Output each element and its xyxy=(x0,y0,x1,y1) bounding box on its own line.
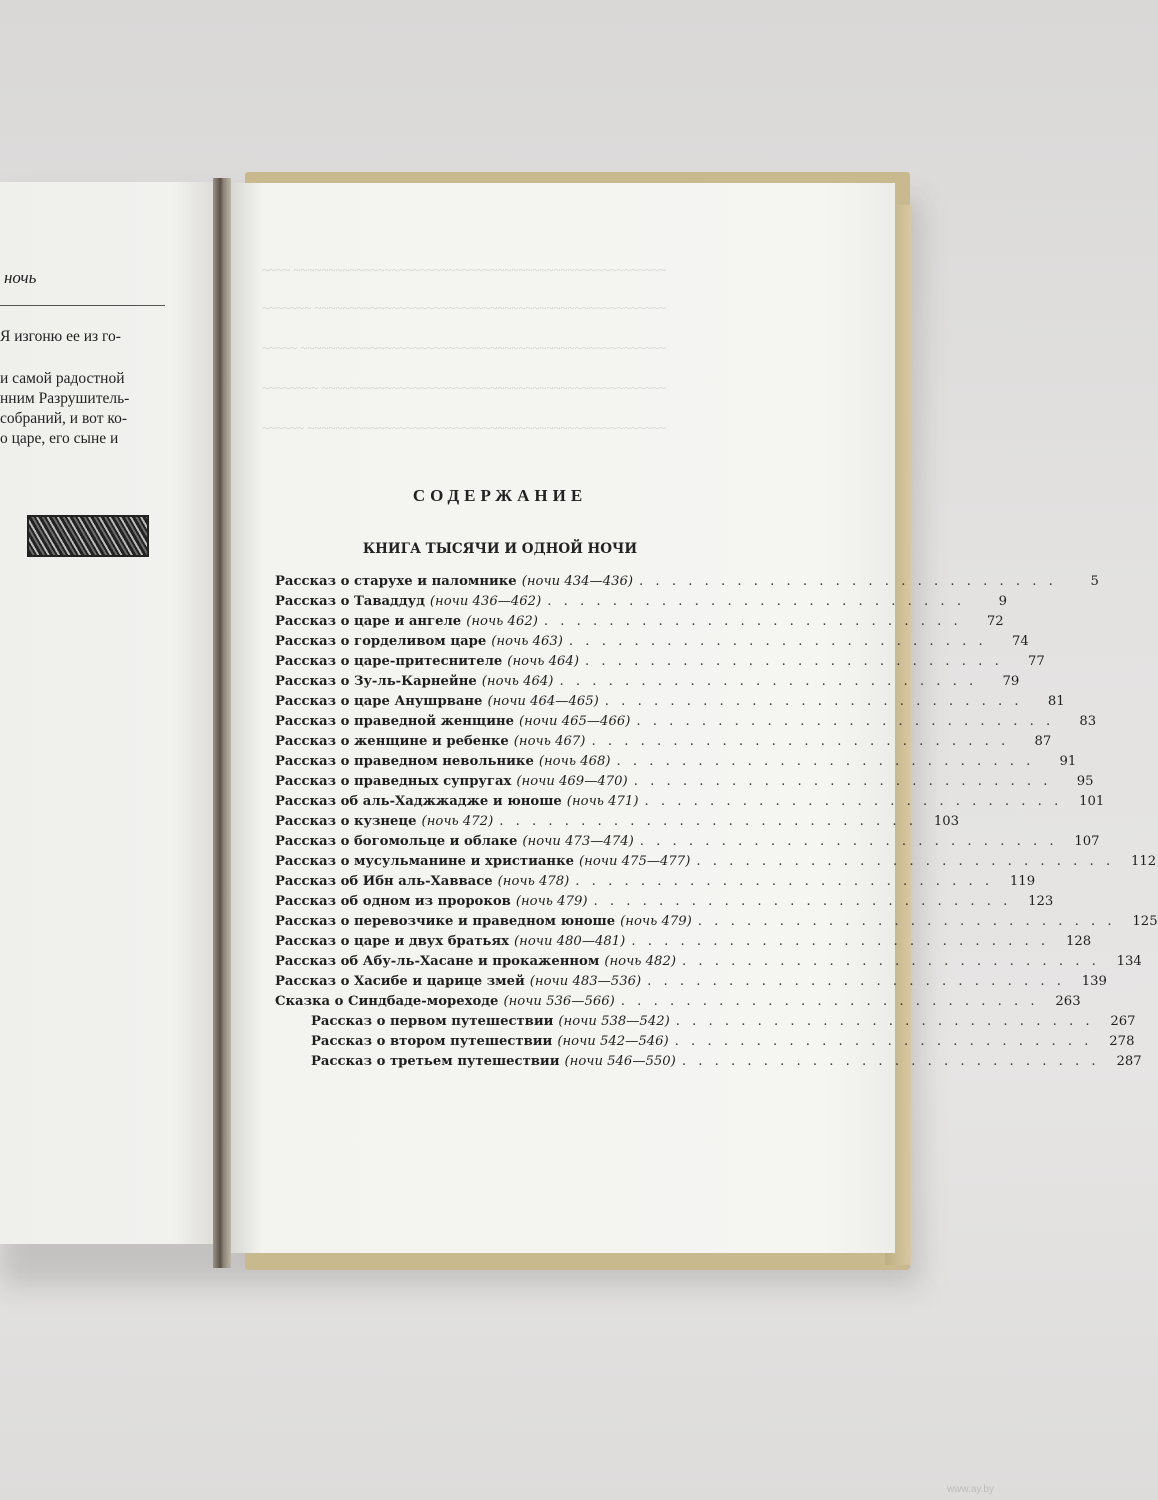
toc-entry-nights: (ночи 546—550) xyxy=(564,1054,676,1069)
toc-entry-page: 134 xyxy=(1116,954,1142,969)
toc-leader-dots: . . . . . . . . . . . . . . . . . . . . . . . . . . xyxy=(639,834,1058,849)
toc-entry-nights: (ночь 479) xyxy=(515,894,588,909)
toc-entry-title: Рассказ о царе и двух братьях (ночи 480—481) xyxy=(275,934,626,949)
toc-entry-page: 278 xyxy=(1109,1034,1135,1049)
toc-entry-title: Рассказ о Тавaддуд (ночи 436—462) xyxy=(275,594,542,609)
toc-entry-title: Рассказ о старухе и паломнике (ночи 434—436) xyxy=(275,574,634,589)
toc-entry xyxy=(275,1012,1136,1032)
toc-leader-dots: . . . . . . . . . . . . . . . . . . . . . . . . . . xyxy=(568,634,987,649)
toc-entry xyxy=(275,912,1158,932)
toc-entry xyxy=(275,652,1045,672)
toc-entry-nights: (ночь 482) xyxy=(604,954,676,969)
toc-entry-title: Рассказ о мусульманине и христианке (ночи 475—477) xyxy=(275,854,691,869)
toc-entry-nights: (ночь 468) xyxy=(538,754,611,769)
toc-leader-dots: . . . . . . . . . . . . . . . . . . . . . . . . . . xyxy=(636,714,1055,729)
show-through-text: ~~~~~~ ~~~~~~~~~~~~~~~~~~~~~~~~~~~~~~~~~~~~~~~~~~~~~~~~~~~ xyxy=(262,420,667,435)
toc-entry xyxy=(275,792,1105,812)
toc-entry-title: Рассказ о царе Анушрване (ночи 464—465) xyxy=(275,694,599,709)
toc-entry-nights: (ночь 463) xyxy=(491,634,563,649)
toc-leader-dots: . . . . . . . . . . . . . . . . . . . . . . . . . . xyxy=(559,674,978,689)
toc-entry xyxy=(275,692,1065,712)
toc-entry-title: Рассказ о Хасибе и царице змей (ночи 483—536) xyxy=(275,974,642,989)
toc-entry-title: Рассказ о третьем путешествии (ночи 546—550) xyxy=(311,1054,676,1069)
toc-entry-nights: (ночь 479) xyxy=(620,914,692,929)
toc-entry-nights: (ночь 478) xyxy=(497,874,570,889)
toc-entry-nights: (ночи 465—466) xyxy=(519,714,631,729)
toc-entry-nights: (ночь 467) xyxy=(513,734,586,749)
book-title-heading: КНИГА ТЫСЯЧИ И ОДНОЙ НОЧИ xyxy=(362,541,638,557)
toc-entry-title: Рассказ о перевозчике и праведном юноше (ночь 479) xyxy=(275,914,692,929)
book-spine xyxy=(213,178,231,1268)
toc-leader-dots: . . . . . . . . . . . . . . . . . . . . . . . . . . xyxy=(620,994,1039,1009)
toc-entry xyxy=(275,1032,1135,1052)
toc-entry-title: Рассказ об Ибн аль-Хаввасе (ночь 478) xyxy=(275,874,570,889)
toc-leader-dots: . . . . . . . . . . . . . . . . . . . . . . . . . . xyxy=(575,874,994,889)
toc-entry xyxy=(275,672,1020,692)
toc-entry-title: Рассказ о первом путешествии (ночи 538—542) xyxy=(311,1014,670,1029)
toc-entry-page: 5 xyxy=(1090,574,1099,589)
toc-entry xyxy=(275,732,1052,752)
toc-entry-title: Рассказ о кузнеце (ночь 472) xyxy=(275,814,494,829)
toc-entry-nights: (ночь 471) xyxy=(566,794,639,809)
toc-entry-title: Рассказ о Зу-ль-Карнейне (ночь 464) xyxy=(275,674,554,689)
toc-entry-nights: (ночь 472) xyxy=(421,814,494,829)
toc-entry-nights: (ночи 480—481) xyxy=(513,934,626,949)
toc-entry-nights: (ночи 538—542) xyxy=(558,1014,670,1029)
toc-entry-page: 83 xyxy=(1079,714,1097,729)
toc-entry-nights: (ночи 436—462) xyxy=(429,594,542,609)
toc-entry-nights: (ночи 536—566) xyxy=(503,994,615,1009)
toc-entry xyxy=(275,992,1081,1012)
toc-entry-page: 91 xyxy=(1059,754,1077,769)
toc-entry-title: Рассказ о праведных супругах (ночи 469—470) xyxy=(275,774,628,789)
toc-entry-title: Рассказ об аль-Хаджжадже и юноше (ночь 471) xyxy=(275,794,639,809)
toc-entry xyxy=(275,952,1142,972)
toc-entry-page: 77 xyxy=(1027,654,1045,669)
toc-entry xyxy=(275,572,1099,592)
show-through-text: ~~~~ ~~~~~~~~~~~~~~~~~~~~~~~~~~~~~~~~~~~~~~~~~~~~~~~~~~~~~ xyxy=(262,262,667,277)
toc-entry-nights: (ночи 473—474) xyxy=(522,834,634,849)
toc-leader-dots: . . . . . . . . . . . . . . . . . . . . . . . . . . xyxy=(584,654,1003,669)
toc-entry-page: 287 xyxy=(1116,1054,1142,1069)
toc-entry-title: Рассказ о праведной женщине (ночи 465—466) xyxy=(275,714,631,729)
toc-entry xyxy=(275,812,960,832)
toc-entry-title: Рассказ о женщине и ребенке (ночь 467) xyxy=(275,734,586,749)
left-page-line: Я изгоню ее из го- xyxy=(0,328,121,345)
toc-entry xyxy=(275,1052,1142,1072)
toc-entry-title: Рассказ о праведном невольнике (ночь 468) xyxy=(275,754,611,769)
toc-leader-dots: . . . . . . . . . . . . . . . . . . . . . . . . . . xyxy=(604,694,1023,709)
toc-leader-dots: . . . . . . . . . . . . . . . . . . . . . . . . . . xyxy=(647,974,1065,989)
toc-entry xyxy=(275,932,1092,952)
toc-entry-title: Рассказ о богомольце и облаке (ночи 473—474) xyxy=(275,834,634,849)
toc-entry xyxy=(275,632,1029,652)
toc-entry xyxy=(275,712,1097,732)
toc-leader-dots: . . . . . . . . . . . . . . . . . . . . . . . . . . xyxy=(697,914,1116,929)
toc-entry-page: 267 xyxy=(1110,1014,1136,1029)
show-through-text: ~~~~~ ~~~~~~~~~~~~~~~~~~~~~~~~~~~~~~~~~~~~~~~~~~~~~~~~~~~~ xyxy=(262,340,667,355)
toc-entry xyxy=(275,612,1004,632)
toc-entry-title: Рассказ об Абу-ль-Хасане и прокаженном (ночь 482) xyxy=(275,954,676,969)
toc-entry-nights: (ночи 434—436) xyxy=(521,574,634,589)
toc-entry-page: 74 xyxy=(1011,634,1029,649)
left-page-line: нним Разрушитель- xyxy=(0,390,130,407)
left-page-line: собраний, и вот ко- xyxy=(0,410,128,427)
toc-leader-dots: . . . . . . . . . . . . . . . . . . . . . . . . . . xyxy=(675,1014,1094,1029)
toc-entry-nights: (ночи 475—477) xyxy=(579,854,691,869)
toc-entry xyxy=(275,772,1094,792)
toc-entry xyxy=(275,852,1157,872)
toc-entry-nights: (ночи 542—546) xyxy=(557,1034,669,1049)
show-through-text: ~~~~~~~ ~~~~~~~~~~~~~~~~~~~~~~~~~~~~~~~~~~~~~~~~~~~~~~~~~~ xyxy=(262,300,667,315)
toc-entry-nights: (ночи 464—465) xyxy=(487,694,599,709)
left-page-line: и самой радостной xyxy=(0,370,125,387)
toc-leader-dots: . . . . . . . . . . . . . . . . . . . . . . . . . . xyxy=(644,794,1063,809)
toc-entry-page: 79 xyxy=(1002,674,1020,689)
toc-entry-page: 72 xyxy=(986,614,1004,629)
toc-entry-title: Рассказ о втором путешествии (ночи 542—546) xyxy=(311,1034,669,1049)
toc-entry-page: 87 xyxy=(1034,734,1052,749)
toc-entry-page: 101 xyxy=(1079,794,1105,809)
toc-title: СОДЕРЖАНИЕ xyxy=(412,486,588,505)
toc-leader-dots: . . . . . . . . . . . . . . . . . . . . . . . . . . xyxy=(593,894,1012,909)
toc-entry-page: 107 xyxy=(1074,834,1100,849)
toc-leader-dots: . . . . . . . . . . . . . . . . . . . . . . . . . . xyxy=(639,574,1057,589)
toc-entry-page: 139 xyxy=(1081,974,1107,989)
toc-entry-nights: (ночи 469—470) xyxy=(516,774,628,789)
toc-entry-page: 112 xyxy=(1130,854,1157,869)
toc-entry-nights: (ночи 483—536) xyxy=(529,974,642,989)
toc-list xyxy=(275,572,1158,1072)
toc-entry-page: 128 xyxy=(1065,934,1092,949)
toc-entry-title: Рассказ о царе-притеснителе (ночь 464) xyxy=(275,654,579,669)
toc-entry-page: 81 xyxy=(1047,694,1065,709)
toc-entry-nights: (ночь 464) xyxy=(481,674,554,689)
toc-entry xyxy=(275,832,1100,852)
toc-entry-title: Рассказ о царе и ангеле (ночь 462) xyxy=(275,614,538,629)
header-rule xyxy=(0,305,165,306)
toc-leader-dots: . . . . . . . . . . . . . . . . . . . . . . . . . . xyxy=(616,754,1035,769)
toc-entry-page: 263 xyxy=(1055,994,1081,1009)
toc-entry xyxy=(275,872,1036,892)
toc-entry-nights: (ночь 462) xyxy=(466,614,538,629)
toc-entry-page: 125 xyxy=(1132,914,1158,929)
toc-entry-title: Рассказ об одном из пророков (ночь 479) xyxy=(275,894,588,909)
toc-entry xyxy=(275,752,1077,772)
toc-entry-title: Сказка о Синдбаде-мореходе (ночи 536—566) xyxy=(275,994,615,1009)
toc-entry-nights: (ночь 464) xyxy=(507,654,579,669)
toc-entry xyxy=(275,592,1008,612)
toc-leader-dots: . . . . . . . . . . . . . . . . . . . . . . . . . . xyxy=(543,614,962,629)
toc-leader-dots: . . . . . . . . . . . . . . . . . . . . . . . . . . xyxy=(591,734,1010,749)
toc-leader-dots: . . . . . . . . . . . . . . . . . . . . . . . . . . xyxy=(631,934,1050,949)
toc-leader-dots: . . . . . . . . . . . . . . . . . . . . . . . . . . xyxy=(547,594,966,609)
toc-leader-dots: . . . . . . . . . . . . . . . . . . . . . . . . . . xyxy=(696,854,1115,869)
toc-entry-page: 123 xyxy=(1028,894,1054,909)
toc-entry-page: 103 xyxy=(933,814,960,829)
toc-leader-dots: . . . . . . . . . . . . . . . . . . . . . . . . . . xyxy=(681,954,1100,969)
left-page-line: о царе, его сыне и xyxy=(0,430,119,447)
toc-leader-dots: . . . . . . . . . . . . . . . . . . . . . . . . . . xyxy=(674,1034,1093,1049)
toc-leader-dots: . . . . . . . . . . . . . . . . . . . . . . . . . . xyxy=(681,1054,1100,1069)
toc-leader-dots: . . . . . . . . . . . . . . . . . . . . . . . . . . xyxy=(499,814,918,829)
watermark: www.ay.by xyxy=(946,1484,994,1495)
toc-leader-dots: . . . . . . . . . . . . . . . . . . . . . . . . . . xyxy=(633,774,1052,789)
left-page-header: ночь xyxy=(4,268,37,287)
toc-entry xyxy=(275,972,1107,992)
toc-entry-page: 95 xyxy=(1076,774,1094,789)
toc-entry xyxy=(275,892,1054,912)
toc-entry-title: Рассказ о горделивом царе (ночь 463) xyxy=(275,634,563,649)
toc-entry-page: 9 xyxy=(998,594,1008,609)
toc-entry-page: 119 xyxy=(1009,874,1036,889)
show-through-text: ~~~~~~~~ ~~~~~~~~~~~~~~~~~~~~~~~~~~~~~~~~~~~~~~~~~~~~~~~~~ xyxy=(262,380,667,395)
